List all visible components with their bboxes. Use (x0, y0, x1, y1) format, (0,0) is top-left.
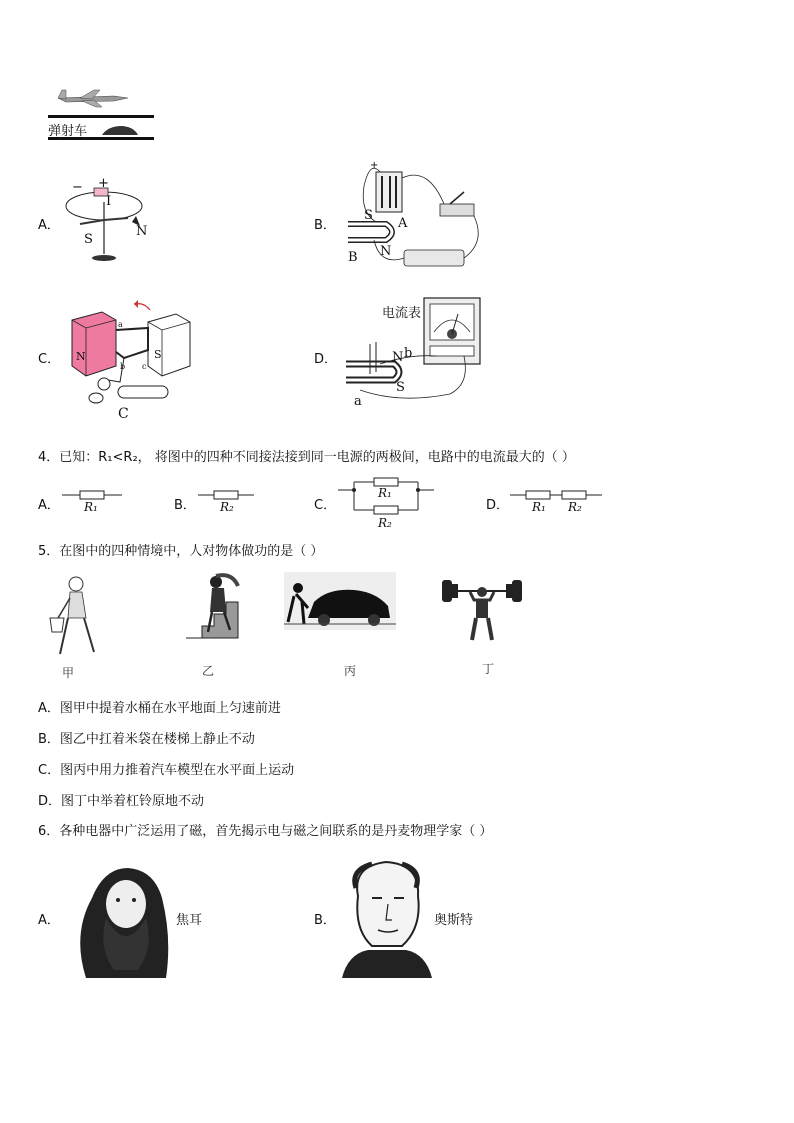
q3-c-n: N (76, 350, 86, 363)
caption-yi: 乙 (202, 664, 215, 678)
q3-a-plus: + (98, 176, 109, 191)
launcher-caption: 弹射车 (48, 124, 88, 139)
q3-b-b: B (348, 250, 358, 265)
q3-a-n: N (136, 224, 148, 239)
caption-bing: 丙 (344, 664, 357, 678)
q3-a-minus: − (72, 180, 83, 195)
q6-b-name: 奥斯特 (434, 913, 474, 928)
q5-option-a[interactable]: A．图甲中提着水桶在水平地面上匀速前进 (38, 701, 281, 716)
q5-option-c[interactable]: C．图丙中用力推着汽车模型在水平面上运动 (38, 763, 295, 778)
oersted-portrait (342, 858, 432, 978)
person-bucket-figure (46, 574, 106, 660)
person-car-figure (284, 572, 396, 630)
q6-a-letter: A． (38, 913, 60, 928)
q3-d-b: b (404, 346, 413, 361)
q3-d-meter-label: 电流表 (382, 306, 422, 321)
q3-a-current: I (106, 194, 112, 209)
q3-b-letter: B． (314, 218, 336, 233)
weightlifter-figure (440, 572, 524, 642)
q4-stem: 4．已知：R₁<R₂， 将图中的四种不同接法接到同一电源的两极间，电路中的电流最大的（ ） (38, 450, 575, 465)
caption-ding: 丁 (482, 662, 495, 676)
series-resistors (510, 488, 602, 502)
q5-option-b[interactable]: B．图乙中扛着米袋在楼梯上静止不动 (38, 732, 255, 747)
q4-c-r-bottom: R₂ (378, 516, 392, 530)
q5-option-d[interactable]: D．图丁中举着杠铃原地不动 (38, 794, 205, 809)
q3-d-n: N (392, 350, 404, 365)
q4-c-r-top: R₁ (378, 486, 392, 500)
q6-a-name: 焦耳 (176, 913, 203, 928)
q3-b-n: N (380, 244, 392, 259)
q3-c-a: a (118, 320, 123, 329)
battery-magnet-circuit (340, 162, 490, 274)
q4-b-r: R₂ (220, 500, 234, 514)
q4-d-r1: R₁ (532, 500, 546, 514)
q5-stem: 5．在图中的四种情境中，人对物体做功的是（ ） (38, 544, 324, 559)
q6-stem: 6．各种电器中广泛运用了磁，首先揭示电与磁之间联系的是丹麦物理学家（ ） (38, 824, 493, 839)
q4-c-letter: C． (314, 498, 337, 513)
q3-c-letter: C． (38, 352, 61, 367)
q4-b-letter: B． (174, 498, 196, 513)
q3-c-s: S (154, 348, 162, 361)
q3-c-label: C (118, 406, 129, 422)
q3-d-s: S (396, 380, 405, 395)
q6-b-letter: B． (314, 913, 336, 928)
q4-d-letter: D． (486, 498, 510, 513)
caption-jia: 甲 (62, 666, 75, 680)
q3-b-a: A (398, 216, 408, 231)
q3-b-s: S (364, 208, 373, 223)
q3-c-c: c (142, 362, 147, 371)
q4-d-r2: R₂ (568, 500, 582, 514)
q3-a-s: S (84, 232, 93, 247)
q4-a-r: R₁ (84, 500, 98, 514)
q3-b-plus: + (370, 160, 379, 171)
person-stairs-figure (186, 572, 250, 642)
q3-c-b: b (120, 362, 126, 371)
q3-d-a: a (354, 394, 362, 409)
joule-portrait (68, 858, 174, 978)
q3-d-letter: D． (314, 352, 338, 367)
q3-a-letter: A． (38, 218, 60, 233)
q4-a-letter: A． (38, 498, 60, 513)
